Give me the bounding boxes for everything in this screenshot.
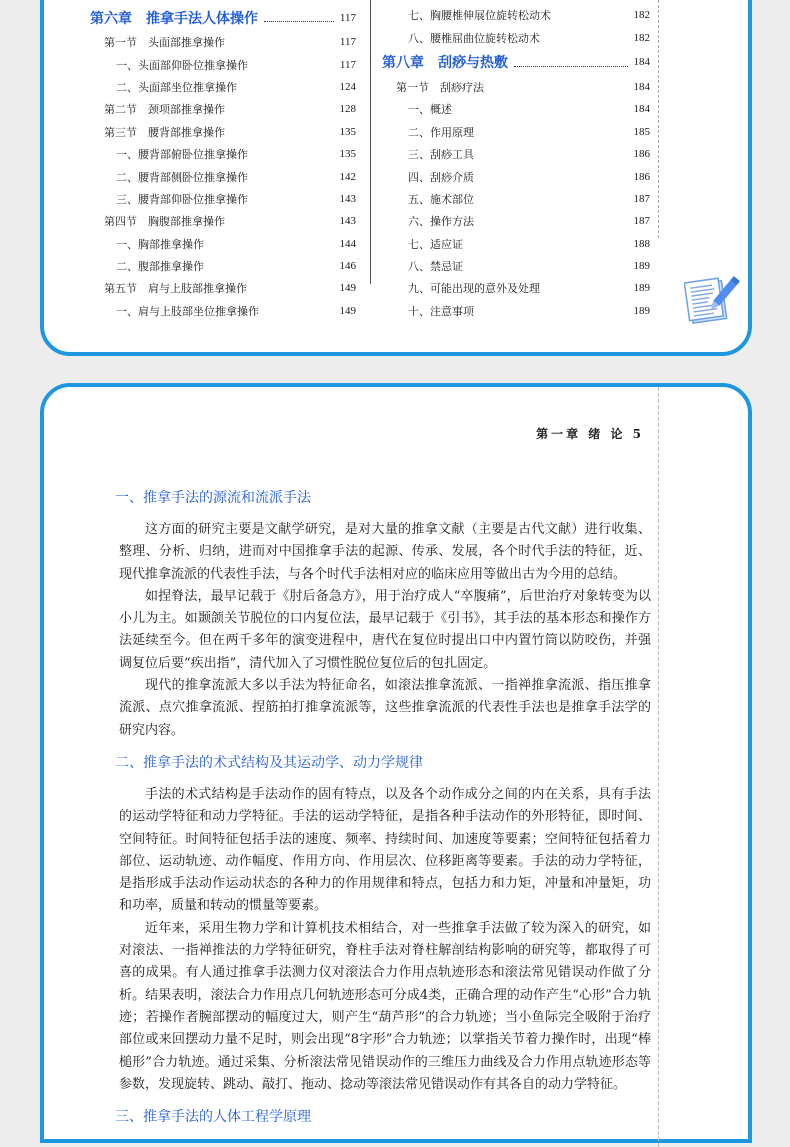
toc-item[interactable] bbox=[90, 76, 356, 98]
toc-page-number: 188 bbox=[633, 237, 650, 250]
toc-entry-label: 第一节 刮痧疗法 bbox=[396, 80, 484, 94]
toc-entry-label: 二、作用原理 bbox=[408, 125, 474, 139]
body-paragraph: 如捏脊法，最早记载于《肘后备急方》，用于治疗成人“卒腹痛”，后世治疗对象转变为以小儿为主。如颞颌关节脱位的口内复位法，最早记载于《引书》，其手法的基本形态和操作方法延续至今。但在两千多年的演变进程中，唐代在复位时提出口中内置竹筒以防咬伤，并强调复位后要“疾出指”，清代加入了习惯性脱位复位后的包扎固定。 bbox=[119, 588, 651, 671]
toc-chapter[interactable] bbox=[382, 49, 650, 76]
toc-entry-label: 四、刮痧介质 bbox=[408, 170, 474, 184]
toc-page-number: 117 bbox=[339, 11, 356, 24]
body-paragraph: 这方面的研究主要是文献学研究，是对大量的推拿文献（主要是古代文献）进行收集、整理、分析、归纳，进而对中国推拿手法的起源、传承、发展，各个时代手法的特征，近、现代推拿流派的代表性手法，与各个时代手法相对应的临床应用等做出古为今用的总结。 bbox=[119, 522, 651, 582]
toc-left-column bbox=[90, 4, 356, 322]
toc-entry-label: 第五节 肩与上肢部推拿操作 bbox=[104, 282, 247, 296]
toc-page-number: 186 bbox=[633, 170, 650, 183]
toc-item[interactable] bbox=[382, 26, 650, 48]
toc-page-number: 135 bbox=[339, 148, 356, 161]
toc-entry-label: 第六章 推拿手法人体操作 bbox=[90, 10, 258, 27]
toc-section[interactable] bbox=[90, 210, 356, 232]
toc-entry-label: 第三节 腰背部推拿操作 bbox=[104, 125, 225, 139]
toc-entry-label: 二、头面部坐位推拿操作 bbox=[116, 80, 237, 94]
toc-page-number: 184 bbox=[633, 103, 650, 116]
toc-entry-label: 一、头面部仰卧位推拿操作 bbox=[116, 58, 248, 72]
toc-item[interactable] bbox=[382, 4, 650, 26]
body-paragraph: 现代的推拿流派大多以手法为特征命名，如滚法推拿流派、一指禅推拿流派、指压推拿流派、点穴推拿流派、捏筋拍打推拿流派等，这些推拿流派的代表性手法也是推拿手法学的研究内容。 bbox=[119, 678, 651, 738]
toc-page-number: 149 bbox=[339, 304, 356, 317]
toc-leader-dots bbox=[514, 58, 628, 67]
toc-page-number: 189 bbox=[633, 260, 650, 273]
toc-entry-label: 七、胸腰椎伸展位旋转松动术 bbox=[408, 9, 551, 23]
section-heading: 一、推拿手法的源流和流派手法 bbox=[115, 490, 311, 506]
toc-page-number: 182 bbox=[633, 31, 650, 44]
body-paragraph: 手法的术式结构是手法动作的固有特点，以及各个动作成分之间的内在关系，具有手法的运动学特征和动力学特征。手法的运动学特征，是指各种手法动作的外形特征，即时间、空间特征。时间特征包括手法的速度、频率、持续时间、加速度等要素；空间特征包括着力部位、运动轨迹、动作幅度、作用方向、作用层次、位移距离等要素。手法的动力学特征，是指形成手法动作运动状态的各种力的作用规律和特点，包括力和力矩，冲量和冲量矩，功和功率，质量和转动的惯量等要素。 bbox=[119, 786, 651, 914]
toc-item[interactable] bbox=[382, 98, 650, 120]
toc-page-number: 185 bbox=[633, 125, 650, 138]
toc-entry-label: 二、腰背部侧卧位推拿操作 bbox=[116, 170, 248, 184]
toc-item[interactable] bbox=[382, 210, 650, 232]
toc-item[interactable] bbox=[90, 165, 356, 187]
toc-column-divider bbox=[370, 0, 371, 284]
toc-section[interactable] bbox=[90, 277, 356, 299]
toc-entry-label: 第四节 胸腹部推拿操作 bbox=[104, 215, 225, 229]
page-edge bbox=[658, 387, 659, 1147]
toc-entry-label: 一、肩与上肢部坐位推拿操作 bbox=[116, 304, 259, 318]
toc-page-number: 184 bbox=[633, 80, 650, 93]
toc-page-number: 186 bbox=[633, 148, 650, 161]
toc-page-number: 143 bbox=[339, 192, 356, 205]
toc-entry-label: 六、操作方法 bbox=[408, 215, 474, 229]
toc-page-number: 189 bbox=[633, 304, 650, 317]
toc-entry-label: 九、可能出现的意外及处理 bbox=[408, 282, 540, 296]
toc-page-number: 187 bbox=[633, 215, 650, 228]
section-heading: 二、推拿手法的术式结构及其运动学、动力学规律 bbox=[115, 754, 423, 771]
toc-page-number: 187 bbox=[633, 192, 650, 205]
toc-section[interactable] bbox=[90, 98, 356, 120]
toc-page-number: 146 bbox=[339, 260, 356, 273]
toc-section[interactable] bbox=[382, 76, 650, 98]
toc-page-number: 128 bbox=[339, 103, 356, 116]
toc-chapter[interactable] bbox=[90, 4, 356, 31]
toc-page-number: 124 bbox=[339, 80, 356, 93]
toc-entry-label: 十、注意事项 bbox=[408, 304, 474, 318]
toc-item[interactable] bbox=[90, 233, 356, 255]
toc-item[interactable] bbox=[90, 300, 356, 322]
toc-page-number: 144 bbox=[339, 237, 356, 250]
toc-right-column bbox=[382, 4, 650, 322]
toc-page-number: 117 bbox=[339, 36, 356, 49]
toc-entry-label: 一、胸部推拿操作 bbox=[116, 237, 204, 251]
toc-item[interactable] bbox=[90, 188, 356, 210]
toc-item[interactable] bbox=[90, 53, 356, 75]
section-heading: 三、推拿手法的人体工程学原理 bbox=[115, 1109, 311, 1126]
toc-entry-label: 三、刮痧工具 bbox=[408, 148, 474, 162]
toc-item[interactable] bbox=[382, 300, 650, 322]
toc-leader-dots bbox=[264, 13, 334, 22]
toc-entry-label: 第八章 刮痧与热敷 bbox=[382, 55, 508, 72]
toc-item[interactable] bbox=[382, 233, 650, 255]
toc-page-number: 182 bbox=[633, 9, 650, 22]
toc-entry-label: 八、禁忌证 bbox=[408, 260, 463, 274]
toc-item[interactable] bbox=[90, 255, 356, 277]
toc-entry-label: 七、适应证 bbox=[408, 237, 463, 251]
toc-entry-label: 第二节 颈项部推拿操作 bbox=[104, 103, 225, 117]
toc-item[interactable] bbox=[90, 143, 356, 165]
running-head: 第一章 绪 论 5 bbox=[536, 427, 644, 441]
toc-item[interactable] bbox=[382, 121, 650, 143]
toc-page-number: 135 bbox=[339, 125, 356, 138]
toc-entry-label: 八、腰椎屈曲位旋转松动术 bbox=[408, 31, 540, 45]
book-page-card bbox=[40, 383, 752, 1143]
notepad-pencil-icon bbox=[684, 272, 744, 324]
toc-page-number: 184 bbox=[633, 56, 650, 69]
body-paragraph: 近年来，采用生物力学和计算机技术相结合，对一些推拿手法做了较为深入的研究，如对滚法、一指禅推法的力学特征研究，脊柱手法对脊柱解剖结构影响的研究等，都取得了可喜的成果。有人通过推拿手法测力仪对滚法合力作用点轨迹形态和滚法常见错误动作做了分析。结果表明，滚法合力作用点几何轨迹形态可分成4类，正确合理的动作产生“心形”合力轨迹；若操作者腕部摆动的幅度过大，则产生“葫芦形”的合力轨迹；当小鱼际完全吸附于治疗部位或来回摆动力量不足时，则会出现“8字形”合力轨迹；以掌指关节着力操作时，出现“棒槌形”合力轨迹。通过采集、分析滚法常见错误动作的三维压力曲线及合力作用点轨迹形态等参数，发现旋转、跳动、敲打、拖动、捻动等滚法常见错误动作有其各自的动力学特征。 bbox=[119, 920, 651, 1092]
toc-page-number: 117 bbox=[339, 58, 356, 71]
toc-item[interactable] bbox=[382, 165, 650, 187]
toc-entry-label: 一、概述 bbox=[408, 103, 452, 117]
toc-item[interactable] bbox=[382, 143, 650, 165]
toc-section[interactable] bbox=[90, 121, 356, 143]
toc-item[interactable] bbox=[382, 188, 650, 210]
toc-entry-label: 第一节 头面部推拿操作 bbox=[104, 36, 225, 50]
toc-entry-label: 一、腰背部俯卧位推拿操作 bbox=[116, 148, 248, 162]
toc-entry-label: 三、腰背部仰卧位推拿操作 bbox=[116, 192, 248, 206]
toc-page-edge bbox=[658, 0, 659, 240]
toc-entry-label: 二、腹部推拿操作 bbox=[116, 260, 204, 274]
toc-entry-label: 五、施术部位 bbox=[408, 192, 474, 206]
toc-page-number: 142 bbox=[339, 170, 356, 183]
toc-page-number: 189 bbox=[633, 282, 650, 295]
toc-page-number: 143 bbox=[339, 215, 356, 228]
toc-section[interactable] bbox=[90, 31, 356, 53]
toc-page-number: 149 bbox=[339, 282, 356, 295]
toc-item[interactable] bbox=[382, 277, 650, 299]
page-body bbox=[115, 487, 651, 1138]
toc-card bbox=[40, 0, 752, 356]
toc-item[interactable] bbox=[382, 255, 650, 277]
